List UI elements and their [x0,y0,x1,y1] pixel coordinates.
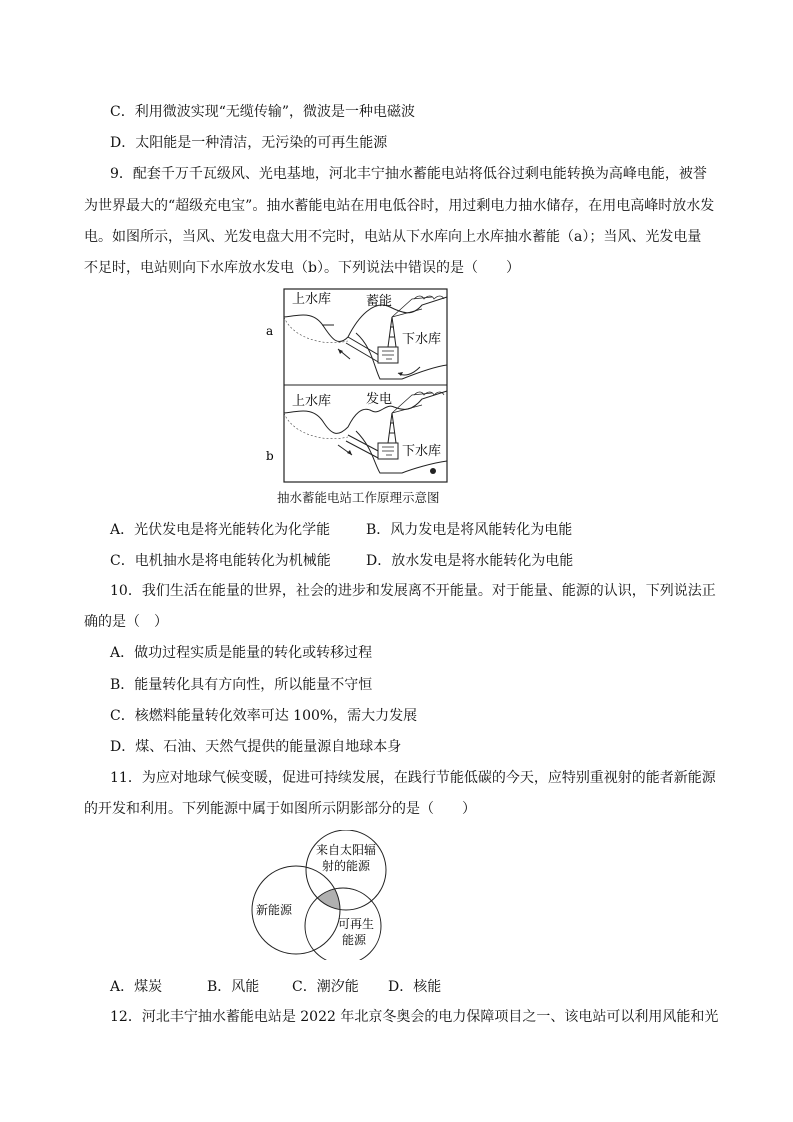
q10-option-a: A．做功过程实质是能量的转化或转移过程 [110,645,373,661]
store-label: 蓄能 [366,294,393,309]
lower-reservoir-a: 下水库 [402,332,442,347]
q10-option-d: D．煤、石油、天然气提供的能量源自地球本身 [110,739,402,755]
venn-right-label-2: 能源 [342,933,367,947]
q11-option-d: D．核能 [388,979,442,995]
label-b: b [266,449,274,463]
q11-option-a: A．煤炭 [110,979,163,995]
q11-stem-line1: 11．为应对地球气候变暖，促进可持续发展，在践行节能低碳的今天，应特别重视射的能者新能源 [110,770,716,786]
q9-option-b: B．风力发电是将风能转化为电能 [366,522,573,538]
q9-option-c: C．电机抽水是将电能转化为机械能 [110,553,331,569]
venn-right-label-1: 可再生 [338,917,375,931]
upper-reservoir-b: 上水库 [292,394,332,409]
label-a: a [266,324,274,338]
venn-left-label: 新能源 [256,903,293,917]
pumped-storage-diagram [262,287,452,487]
venn-top-label-2: 射的能源 [322,859,371,873]
q9-stem-line4: 不足时，电站则向下水库放水发电（b）。下列说法中错误的是（ ） [84,260,520,276]
q10-stem-line2: 确的是（ ） [84,614,168,630]
venn-diagram [250,830,400,960]
q10-stem-line1: 10．我们生活在能量的世界，社会的进步和发展离不开能量。对于能量、能源的认识，下列说法正 [110,583,716,599]
q11-option-c: C．潮汐能 [292,979,359,995]
q10-option-c: C．核燃料能量转化效率可达 100%，需大力发展 [110,708,418,724]
lower-reservoir-b: 下水库 [402,444,442,459]
q11-option-b: B．风能 [207,979,260,995]
q8-option-c: C．利用微波实现“无缆传输”，微波是一种电磁波 [110,104,416,120]
upper-reservoir-a: 上水库 [292,292,332,307]
q9-stem-line1: 9．配套千万千瓦级风、光电基地，河北丰宁抽水蓄能电站将低谷过剩电能转换为高峰电能，被誉 [110,166,707,182]
venn-top-label-1: 来自太阳辐 [316,843,377,857]
q9-stem-line2: 为世界最大的“超级充电宝”。抽水蓄能电站在用电低谷时，用过剩电力抽水储存，在用电高峰时放水发 [84,198,715,214]
q9-option-d: D．放水发电是将水能转化为电能 [366,553,574,569]
q11-stem-line2: 的开发和利用。下列能源中属于如图所示阴影部分的是（ ） [84,801,476,817]
q9-option-a: A．光伏发电是将光能转化为化学能 [110,522,331,538]
q12-stem-line1: 12．河北丰宁抽水蓄能电站是 2022 年北京冬奥会的电力保障项目之一、该电站可以利用风能和光 [110,1009,719,1025]
figure-caption: 抽水蓄能电站工作原理示意图 [277,490,440,505]
q10-option-b: B．能量转化具有方向性，所以能量不守恒 [110,677,373,693]
q9-stem-line3: 电。如图所示，当风、光发电盘大用不完时，电站从下水库向上水库抽水蓄能（a）；当风、光发电量 [84,229,702,245]
generate-label: 发电 [366,392,393,407]
q8-option-d: D．太阳能是一种清洁，无污染的可再生能源 [110,135,388,151]
